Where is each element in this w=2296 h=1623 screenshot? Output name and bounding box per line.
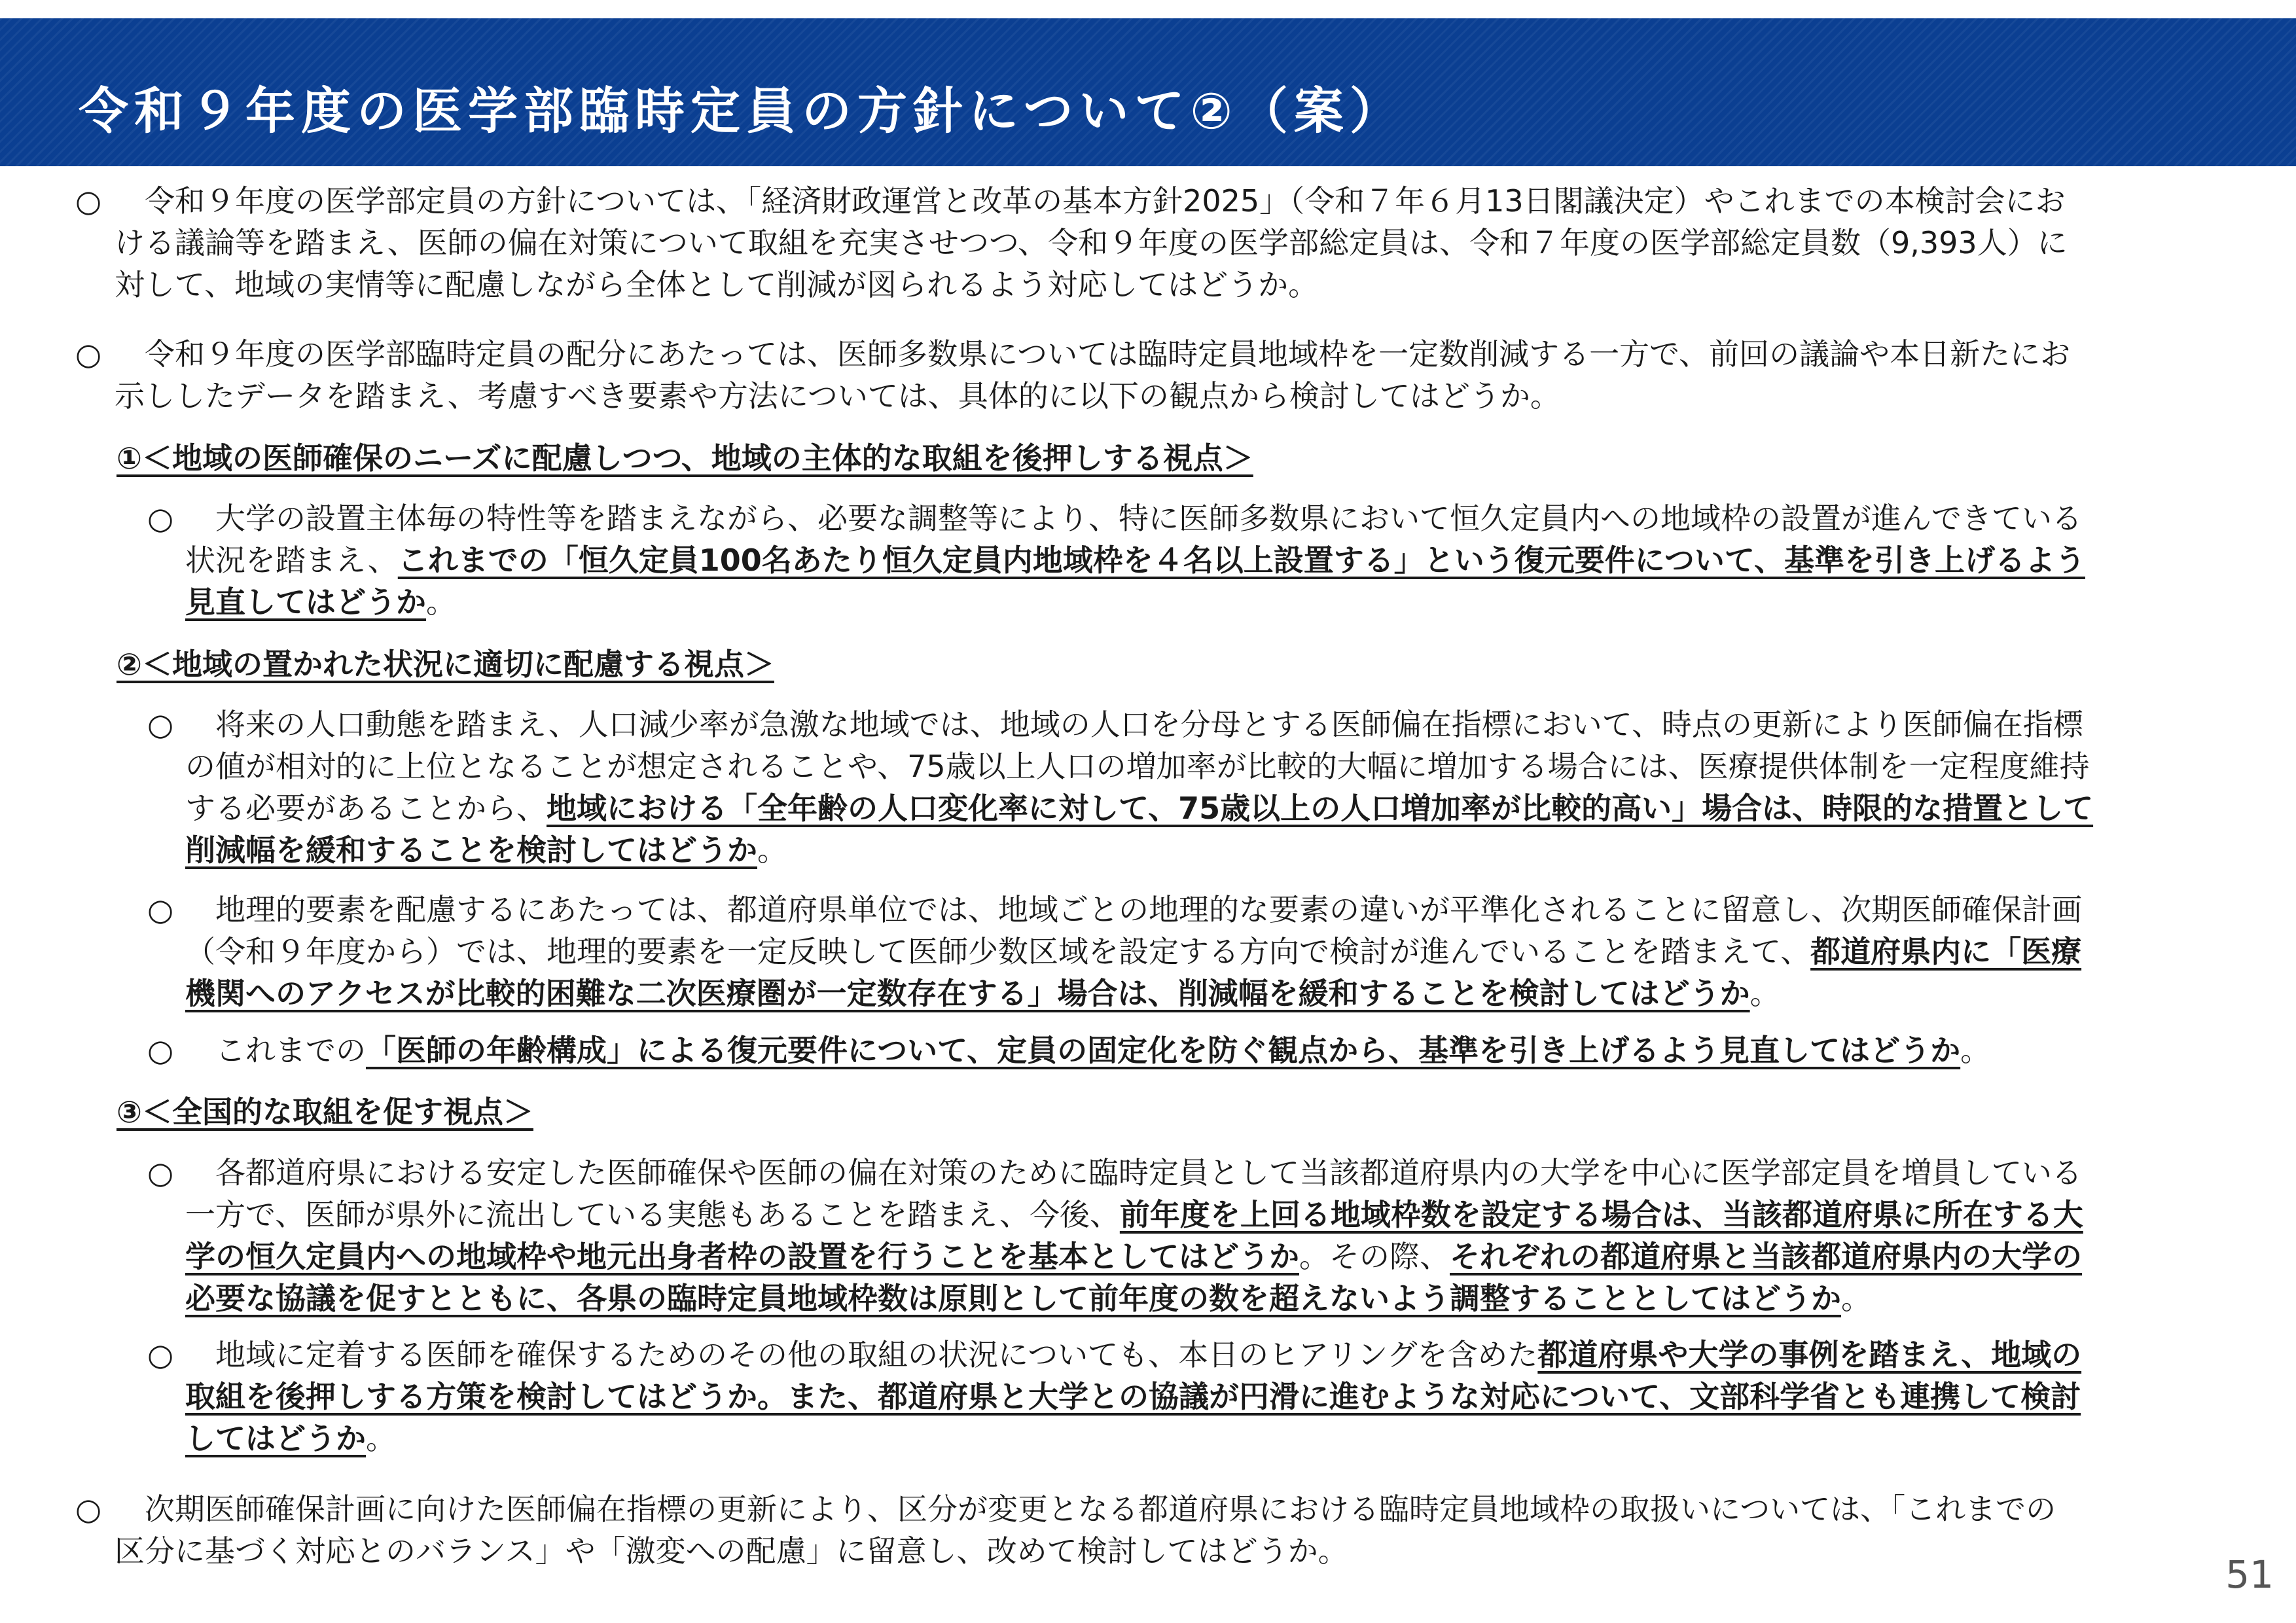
text-line: 見直してはどうか。 xyxy=(185,584,456,620)
bullet-icon: ○ xyxy=(147,1337,174,1372)
bullet-icon: ○ xyxy=(147,707,174,742)
section-heading-2: ②＜地域の置かれた状況に適切に配慮する視点＞ xyxy=(117,647,774,682)
bullet-icon: ○ xyxy=(147,892,174,927)
text-line: 一方で、医師が県外に流出している実態もあることを踏まえ、今後、前年度を上回る地域枠数を設定する場合は、当該都道府県に所在する大 xyxy=(185,1197,2083,1232)
text-line: 機関へのアクセスが比較的困難な二次医療圏が一定数存在する」場合は、削減幅を緩和することを検討してはどうか。 xyxy=(185,976,1780,1011)
text-line: 地理的要素を配慮するにあたっては、都道府県単位では、地域ごとの地理的な要素の違いが平準化されることに留意し、次期医師確保計画 xyxy=(185,892,2082,927)
text-line: 令和９年度の医学部臨時定員の配分にあたっては、医師多数県については臨時定員地域枠を一定数削減する一方で、前回の議論や本日新たにお xyxy=(115,336,2071,372)
text-line: の値が相対的に上位となることが想定されることや、75歳以上人口の増加率が比較的大幅に増加する場合には、医療提供体制を一定程度維持 xyxy=(185,749,2090,784)
sub-paragraph-2 xyxy=(185,704,2093,871)
text-line: 対して、地域の実情等に配慮しながら全体として削減が図られるよう対応してはどうか。 xyxy=(115,267,1319,302)
sub-paragraph-4 xyxy=(185,1029,1990,1071)
bullet-icon: ○ xyxy=(75,336,102,372)
bullet-icon: ○ xyxy=(147,1155,174,1190)
section-heading-1: ①＜地域の医師確保のニーズに配慮しつつ、地域の主体的な取組を後押しする視点＞ xyxy=(117,440,1253,476)
paragraph-1 xyxy=(115,180,2068,306)
text-line: 令和９年度の医学部定員の方針については、「経済財政運営と改革の基本方針2025」（令和７年６月13日閣議決定）やこれまでの本検討会にお xyxy=(115,183,2066,219)
text-line: してはどうか。 xyxy=(185,1421,396,1456)
page-title: 令和９年度の医学部臨時定員の方針について②（案） xyxy=(79,82,1405,140)
title-banner xyxy=(0,18,2296,166)
text-line: （令和９年度から）では、地理的要素を一定反映して医師少数区域を設定する方向で検討が進んでいることを踏まえて、都道府県内に「医療 xyxy=(185,934,2082,969)
text-line: 地域に定着する医師を確保するためのその他の取組の状況についても、本日のヒアリングを含めた都道府県や大学の事例を踏まえ、地域の xyxy=(185,1337,2082,1372)
text-line: 将来の人口動態を踏まえ、人口減少率が急激な地域では、地域の人口を分母とする医師偏在指標において、時点の更新により医師偏在指標 xyxy=(185,707,2083,742)
sub-paragraph-3 xyxy=(185,889,2082,1014)
text-line: 状況を踏まえ、これまでの「恒久定員100名あたり恒久定員内地域枠を４名以上設置する」という復元要件について、基準を引き上げるよう xyxy=(185,543,2085,578)
text-line: 示ししたデータを踏まえ、考慮すべき要素や方法については、具体的に以下の観点から検討してはどうか。 xyxy=(115,378,1560,414)
page-number: 51 xyxy=(2225,1552,2274,1597)
text-line: ける議論等を踏まえ、医師の偏在対策について取組を充実させつつ、令和９年度の医学部総定員は、令和７年度の医学部総定員数（9,393人）に xyxy=(115,225,2068,260)
sub-paragraph-6 xyxy=(185,1334,2081,1459)
bullet-icon: ○ xyxy=(147,1033,174,1068)
text-line: 各都道府県における安定した医師確保や医師の偏在対策のために臨時定員として当該都道府県内の大学を中心に医学部定員を増員している xyxy=(185,1155,2082,1190)
paragraph-2 xyxy=(115,333,2070,417)
sub-paragraph-5 xyxy=(185,1152,2083,1319)
text-line: 取組を後押しする方策を検討してはどうか。また、都道府県と大学との協議が円滑に進むような対応について、文部科学省とも連携して検討 xyxy=(185,1379,2081,1414)
text-line: 区分に基づく対応とのバランス」や「激変への配慮」に留意し、改めて検討してはどうか。 xyxy=(115,1533,1348,1569)
section-heading-3: ③＜全国的な取組を促す視点＞ xyxy=(117,1094,533,1130)
text-line: 学の恒久定員内への地域枠や地元出身者枠の設置を行うことを基本としてはどうか。その際、それぞれの都道府県と当該都道府県内の大学の xyxy=(185,1239,2082,1274)
bullet-icon: ○ xyxy=(147,501,174,536)
text-line: 次期医師確保計画に向けた医師偏在指標の更新により、区分が変更となる都道府県における臨時定員地域枠の取扱いについては、「これまでの xyxy=(115,1491,2056,1527)
bullet-icon: ○ xyxy=(75,1491,102,1527)
paragraph-3 xyxy=(115,1488,2056,1572)
text-line: これまでの「医師の年齢構成」による復元要件について、定員の固定化を防ぐ観点から、基準を引き上げるよう見直してはどうか。 xyxy=(185,1033,1991,1068)
sub-paragraph-1 xyxy=(185,497,2085,623)
text-line: 必要な協議を促すとともに、各県の臨時定員地域枠数は原則として前年度の数を超えないよう調整することとしてはどうか。 xyxy=(185,1281,1871,1316)
text-line: 削減幅を緩和することを検討してはどうか。 xyxy=(185,832,787,868)
text-line: する必要があることから、地域における「全年齢の人口変化率に対して、75歳以上の人口増加率が比較的高い」場合は、時限的な措置として xyxy=(185,791,2094,826)
bullet-icon: ○ xyxy=(75,183,102,219)
text-line: 大学の設置主体毎の特性等を踏まえながら、必要な調整等により、特に医師多数県において恒久定員内への地域枠の設置が進んできている xyxy=(185,501,2082,536)
